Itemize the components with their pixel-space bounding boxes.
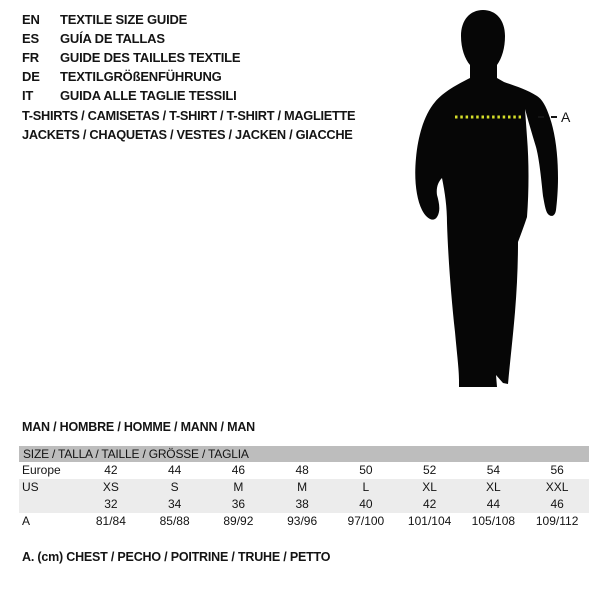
garment-categories xyxy=(22,106,355,144)
language-label: GUÍA DE TALLAS xyxy=(60,31,165,46)
size-table-header: SIZE / TALLA / TAILLE / GRÖSSE / TAGLIA xyxy=(19,446,589,462)
size-cell: S xyxy=(170,480,179,494)
table-row-numeric xyxy=(19,496,589,513)
language-label: TEXTILE SIZE GUIDE xyxy=(60,12,188,27)
size-cell: 34 xyxy=(167,497,182,511)
language-row-it xyxy=(22,86,240,105)
size-cell: 109/112 xyxy=(535,514,579,528)
language-row-en xyxy=(22,10,240,29)
language-code: FR xyxy=(22,50,39,65)
size-table xyxy=(19,446,589,530)
measurement-dash-line xyxy=(538,116,557,118)
language-row-fr xyxy=(22,48,240,67)
size-cell: 38 xyxy=(295,497,309,511)
size-cell: XXL xyxy=(545,480,569,494)
section-title-man: MAN / HOMBRE / HOMME / MANN / MAN xyxy=(22,420,255,434)
size-cell: 101/104 xyxy=(407,514,452,528)
size-cell: 42 xyxy=(422,497,437,511)
size-cell: 89/92 xyxy=(223,514,254,528)
chest-footnote: A. (cm) CHEST / PECHO / POITRINE / TRUHE / PETTO xyxy=(22,550,331,564)
size-cell: XL xyxy=(486,480,501,494)
size-cell: 46 xyxy=(550,497,564,511)
language-code: IT xyxy=(22,88,34,103)
size-cell: 44 xyxy=(486,497,501,511)
size-cell: 56 xyxy=(550,463,564,477)
size-cell: XS xyxy=(102,480,119,494)
language-label: GUIDE DES TAILLES TEXTILE xyxy=(60,50,241,65)
size-cell: 97/100 xyxy=(347,514,385,528)
language-label: GUIDA ALLE TAGLIE TESSILI xyxy=(60,88,237,103)
size-cell: 44 xyxy=(167,463,182,477)
measurement-a-label: A xyxy=(561,109,571,125)
size-cell: 42 xyxy=(104,463,118,477)
table-row-europe xyxy=(19,462,589,479)
man-silhouette xyxy=(408,6,576,396)
size-cell: M xyxy=(297,480,308,494)
size-cell: 52 xyxy=(422,463,437,477)
category-jackets: JACKETS / CHAQUETAS / VESTES / JACKEN / GIACCHE xyxy=(22,127,353,142)
table-row-chest-a xyxy=(19,513,589,530)
language-code: ES xyxy=(22,31,39,46)
table-row-us xyxy=(19,479,589,496)
size-cell: 46 xyxy=(231,463,246,477)
size-cell: 85/88 xyxy=(159,514,190,528)
size-cell: 48 xyxy=(295,463,309,477)
row-label: Europe xyxy=(22,463,61,477)
language-code: DE xyxy=(22,69,40,84)
row-label: A xyxy=(22,514,31,528)
size-cell: 105/108 xyxy=(471,514,516,528)
size-cell: 36 xyxy=(231,497,246,511)
category-tshirts: T-SHIRTS / CAMISETAS / T-SHIRT / T-SHIRT / MAGLIETTE xyxy=(22,108,356,123)
language-row-de xyxy=(22,67,240,86)
size-cell: L xyxy=(362,480,370,494)
language-guide-list xyxy=(22,10,240,105)
size-cell: 93/96 xyxy=(287,514,318,528)
language-row-es xyxy=(22,29,240,48)
size-cell: 54 xyxy=(486,463,501,477)
man-figure xyxy=(408,6,598,398)
language-label: TEXTILGRÖßENFÜHRUNG xyxy=(60,69,222,84)
size-cell: 32 xyxy=(104,497,118,511)
size-cell: 81/84 xyxy=(95,514,126,528)
size-cell: 40 xyxy=(359,497,373,511)
size-cell: 50 xyxy=(359,463,373,477)
size-cell: M xyxy=(233,480,244,494)
language-code: EN xyxy=(22,12,40,27)
size-cell: XL xyxy=(422,480,437,494)
row-label xyxy=(19,496,79,513)
row-label: US xyxy=(22,480,39,494)
